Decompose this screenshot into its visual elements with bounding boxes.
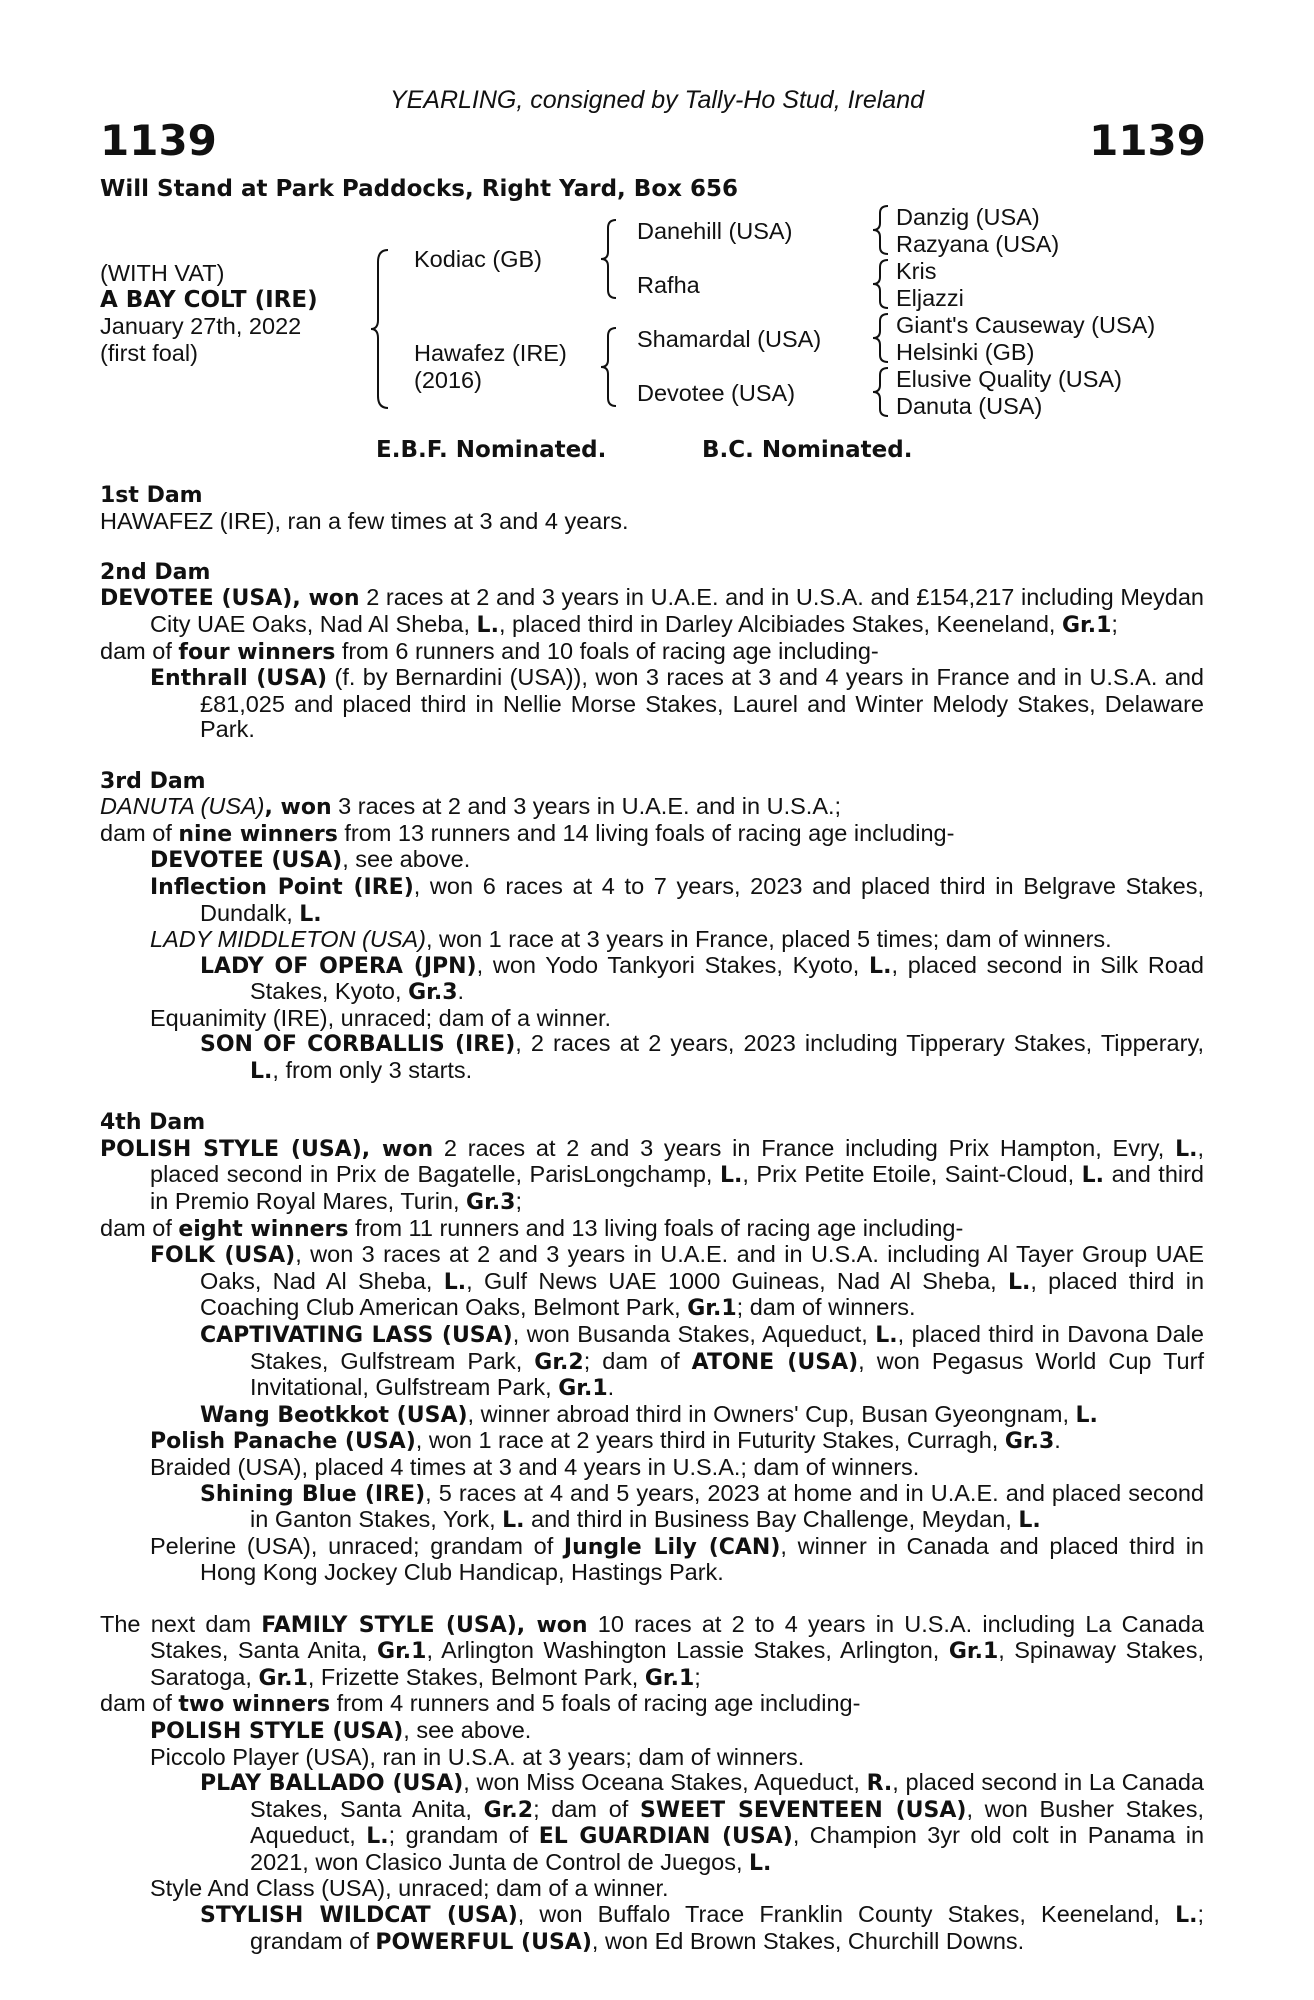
entry-polish-style: POLISH STYLE (USA), see above. (150, 1716, 532, 1744)
lot-number-left: 1139 (100, 116, 217, 165)
entry-wang-beotkkot: Wang Beotkkot (USA), winner abroad third in Owners' Cup, Busan Gyeongnam, L. (200, 1400, 1098, 1428)
lot-number-right: 1139 (1089, 116, 1206, 165)
entry-piccolo-player: Piccolo Player (USA), ran in U.S.A. at 3 years; dam of winners. (150, 1743, 805, 1770)
entry-style-and-class: Style And Class (USA), unraced; dam of a winner. (150, 1875, 669, 1902)
fourth-dam-entry: POLISH STYLE (USA), won 2 races at 2 and 3 years in France including Prix Hampton, Evry, L., placed second in Prix de Bagatelle, ParisLongchamp, L., Prix Petite Etoile, Saint-Cloud, L. and third in Premio Royal Mares, Turin, Gr.3; (100, 1134, 1205, 1216)
third-dam-entry: DANUTA (USA), won 3 races at 2 and 3 years in U.A.E. and in U.S.A.; (100, 793, 842, 821)
pedigree-brace-dam (598, 326, 620, 408)
pedigree-brace-gd4 (870, 366, 892, 418)
dam-year: (2016) (414, 367, 482, 393)
entry-lady-middleton: LADY MIDDLETON (USA), won 1 race at 3 years in France, placed 5 times; dam of winners. (150, 926, 1112, 953)
ebf-nomination: E.B.F. Nominated. (376, 437, 607, 463)
catalogue-body (100, 483, 1204, 1955)
entry-shining-blue: Shining Blue (IRE), 5 races at 4 and 5 years, 2023 at home and in U.A.E. and placed second in Ganton Stakes, York, L. and third in Business Bay Challenge, Meydan, L. (200, 1479, 1204, 1534)
vat-note: (WITH VAT) (100, 260, 225, 286)
pedigree-brace-sire (598, 218, 620, 300)
entry-stylish-wildcat: STYLISH WILDCAT (USA), won Buffalo Trace Franklin County Stakes, Keeneland, L.; grandam of POWERFUL (USA), won Ed Brown Stakes, Churchill Downs. (200, 1901, 1204, 1955)
entry-folk: FOLK (USA), won 3 races at 2 and 3 years in U.A.E. and in U.S.A. including Al Tayer Group UAE Oaks, Nad Al Sheba, L., Gulf News UAE 1000 Guineas, Nad Al Sheba, L., placed third in Coaching Club American Oaks, Belmont Park, Gr.1; dam of winners. (150, 1241, 1205, 1322)
dam: Hawafez (IRE) (414, 340, 567, 366)
entry-captivating-lass: CAPTIVATING LASS (USA), won Busanda Stakes, Aqueduct, L., placed third in Davona Dale Stakes, Gulfstream Park, Gr.2; dam of ATONE (USA), won Pegasus World Cup Turf Invitational, Gulfstream Park, Gr.1. (200, 1321, 1204, 1402)
sire-sire-dam: Razyana (USA) (896, 231, 1060, 257)
sire-dam-sire: Kris (896, 258, 937, 284)
section-first-dam: 1st Dam (100, 483, 203, 508)
entry-equanimity: Equanimity (IRE), unraced; dam of a winner. (150, 1004, 612, 1031)
third-dam-produce: dam of nine winners from 13 runners and 14 living foals of racing age including- (100, 819, 955, 847)
section-second-dam: 2nd Dam (100, 559, 211, 585)
sire: Kodiac (GB) (414, 246, 542, 272)
entry-braided: Braided (USA), placed 4 times at 3 and 4 years in U.S.A.; dam of winners. (150, 1453, 920, 1480)
sire-dam-dam: Eljazzi (896, 285, 964, 311)
dam-sire: Shamardal (USA) (637, 326, 822, 352)
entry-play-ballado: PLAY BALLADO (USA), won Miss Oceana Stakes, Aqueduct, R., placed second in La Canada Stakes, Santa Anita, Gr.2; dam of SWEET SEVENTEEN (USA), won Busher Stakes, Aqueduct, L.; grandam of EL GUARDIAN (USA), Champion 3yr old colt in Panama in 2021, won Clasico Junta de Control de Juegos, L. (200, 1769, 1205, 1876)
entry-pelerine: Pelerine (USA), unraced; grandam of Jungle Lily (CAN), winner in Canada and placed third in Hong Kong Jockey Club Handicap, Hastings Park. (150, 1532, 1204, 1586)
dam-sire-dam: Helsinki (GB) (896, 339, 1035, 365)
section-fourth-dam: 4th Dam (100, 1110, 206, 1136)
next-dam-entry: The next dam FAMILY STYLE (USA), won 10 races at 2 to 4 years in U.S.A. including La Canada Stakes, Santa Anita, Gr.1, Arlington Washington Lassie Stakes, Arlington, Gr.1, Spinaway Stakes, Saratoga, Gr.1, Frizette Stakes, Belmont Park, Gr.1; (100, 1610, 1205, 1691)
first-foal-note: (first foal) (100, 340, 198, 366)
dam-dam: Devotee (USA) (637, 380, 796, 406)
foaling-date: January 27th, 2022 (100, 313, 302, 339)
stand-location: Will Stand at Park Paddocks, Right Yard, Box 656 (100, 176, 738, 202)
horse-name: A BAY COLT (IRE) (100, 287, 318, 313)
entry-enthrall: Enthrall (USA) (f. by Bernardini (USA)), won 3 races at 3 and 4 years in France and in U.S.A. and £81,025 and placed third in Nellie Morse Stakes, Laurel and Winter Melody Stakes, Delaware Park. (150, 664, 1204, 743)
second-dam-produce: dam of four winners from 6 runners and 10 foals of racing age including- (100, 637, 879, 665)
pedigree-brace-main (368, 248, 392, 410)
entry-son-of-corballis: SON OF CORBALLIS (IRE), 2 races at 2 years, 2023 including Tipperary Stakes, Tipperary, L., from only 3 starts. (200, 1030, 1204, 1085)
entry-lady-of-opera: LADY OF OPERA (JPN), won Yodo Tankyori Stakes, Kyoto, L., placed second in Silk Road Stakes, Kyoto, Gr.3. (200, 951, 1204, 1006)
dam-sire-sire: Giant's Causeway (USA) (896, 312, 1156, 338)
entry-devotee: DEVOTEE (USA), see above. (150, 846, 471, 874)
second-dam-entry: DEVOTEE (USA), won 2 races at 2 and 3 years in U.A.E. and in U.S.A. and £154,217 including Meydan City UAE Oaks, Nad Al Sheba, L., placed third in Darley Alcibiades Stakes, Keeneland, Gr.1; (100, 584, 1204, 638)
first-dam-entry: HAWAFEZ (IRE), ran a few times at 3 and 4 years. (100, 507, 629, 534)
fourth-dam-produce: dam of eight winners from 11 runners and 13 living foals of racing age including- (100, 1214, 964, 1242)
pedigree-brace-gd1 (870, 204, 892, 256)
sire-dam: Rafha (637, 272, 700, 298)
sire-sire-sire: Danzig (USA) (896, 204, 1040, 230)
bc-nomination: B.C. Nominated. (702, 437, 913, 463)
pedigree-brace-gd3 (870, 312, 892, 364)
dam-dam-dam: Danuta (USA) (896, 393, 1043, 419)
section-third-dam: 3rd Dam (100, 768, 206, 794)
pedigree-brace-gd2 (870, 258, 892, 310)
entry-polish-panache: Polish Panache (USA), won 1 race at 2 years third in Futurity Stakes, Curragh, Gr.3. (150, 1427, 1061, 1455)
sire-sire: Danehill (USA) (637, 218, 793, 244)
catalogue-subtitle: YEARLING, consigned by Tally-Ho Stud, Ireland (389, 86, 925, 114)
dam-dam-sire: Elusive Quality (USA) (896, 366, 1122, 392)
next-dam-produce: dam of two winners from 4 runners and 5 foals of racing age including- (100, 1690, 861, 1718)
entry-inflection-point: Inflection Point (IRE), won 6 races at 4 to 7 years, 2023 and placed third in Belgrave Stakes, Dundalk, L. (150, 872, 1204, 927)
